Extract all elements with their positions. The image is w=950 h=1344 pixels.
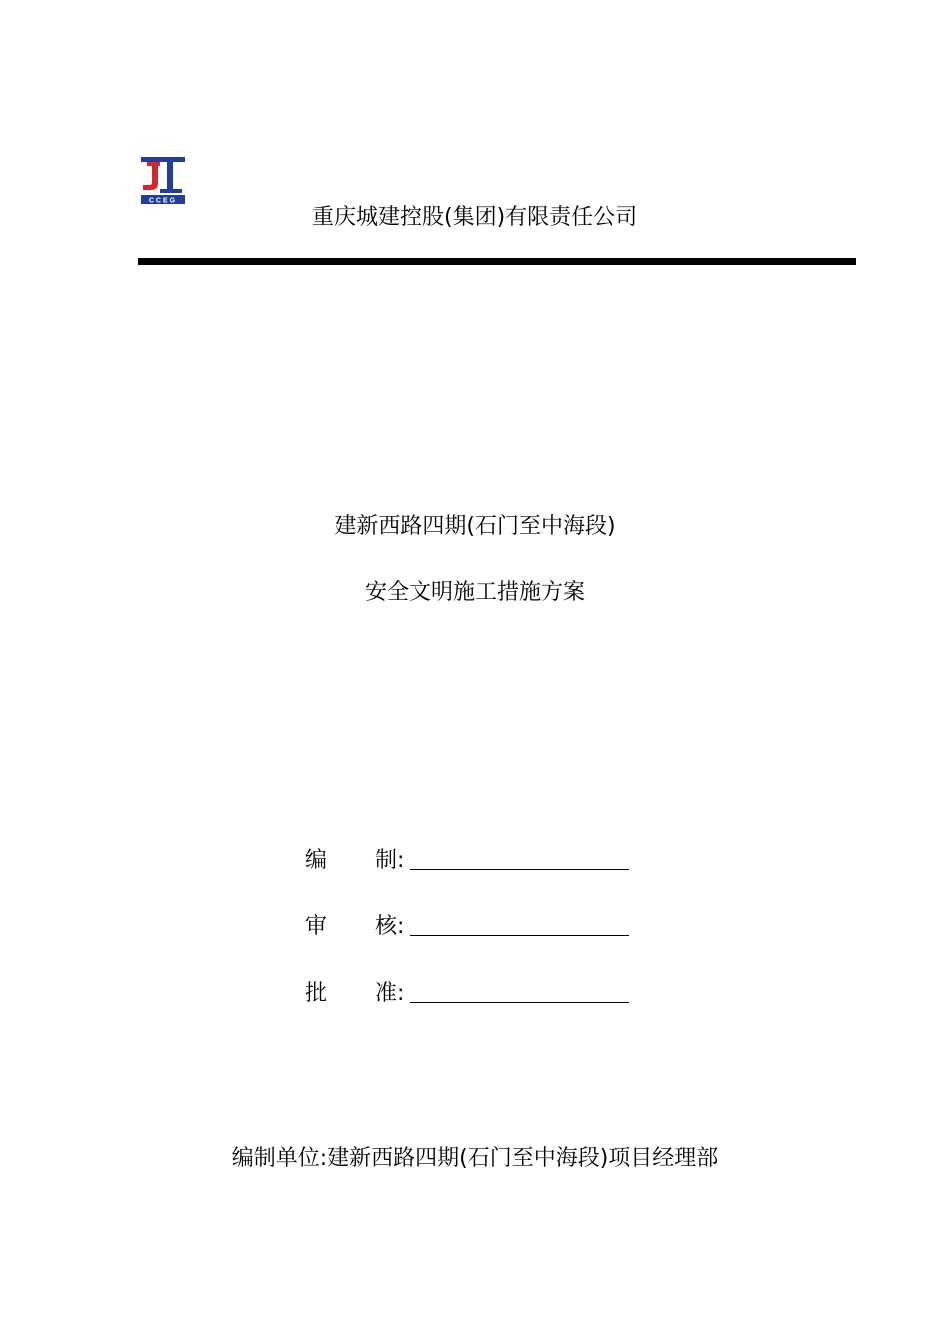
signature-label-char1: 审	[305, 914, 328, 939]
compiling-unit: 编制单位:建新西路四期(石门至中海段)项目经理部	[231, 1146, 719, 1171]
cceg-logo-icon	[141, 157, 187, 205]
signature-label-char2: 准:	[375, 981, 405, 1006]
signature-label-char2: 制:	[375, 848, 405, 873]
signature-blank-line	[410, 935, 629, 936]
header-divider	[138, 258, 856, 265]
signature-label-char2: 核:	[375, 914, 405, 939]
document-title-line1: 建新西路四期(石门至中海段)	[334, 514, 616, 539]
document-title-line2: 安全文明施工措施方案	[364, 580, 585, 605]
signature-label-char1: 编	[305, 848, 328, 873]
signature-blank-line	[410, 1002, 629, 1003]
signature-blank-line	[410, 869, 629, 870]
svg-text:CCEG: CCEG	[148, 197, 178, 205]
company-name: 重庆城建控股(集团)有限责任公司	[312, 205, 638, 230]
signature-label-char1: 批	[305, 981, 328, 1006]
